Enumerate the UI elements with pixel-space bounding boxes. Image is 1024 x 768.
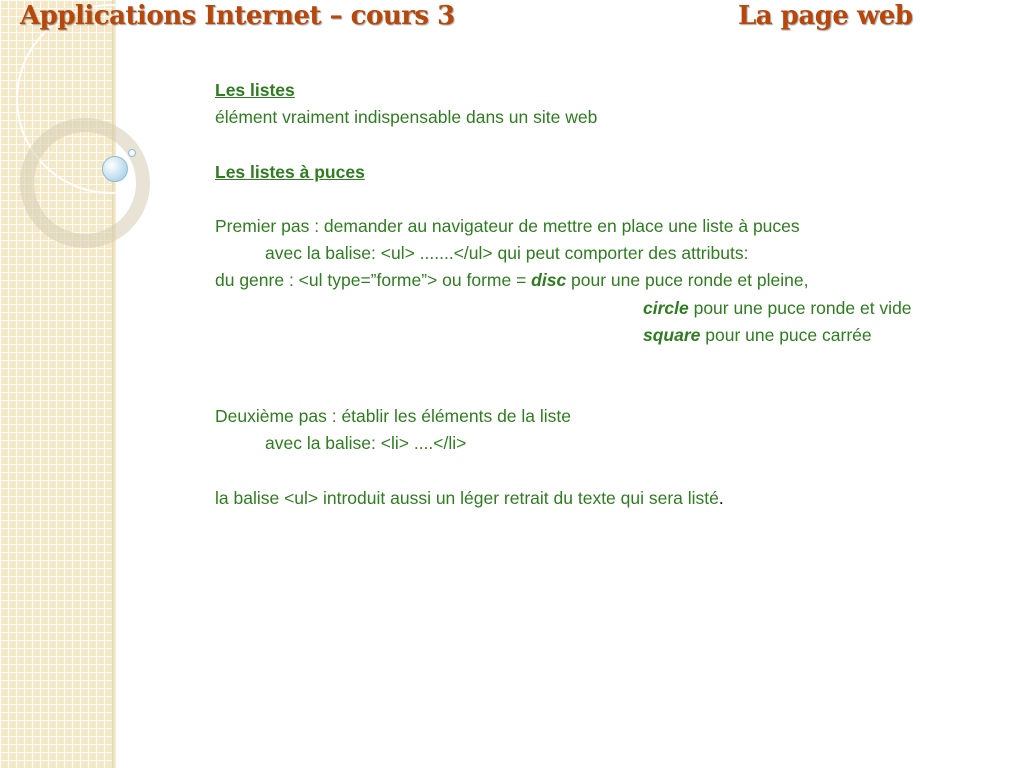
note-text: la balise <ul> introduit aussi un léger retrait du texte qui sera listé: [215, 487, 719, 508]
circle-description: pour une puce ronde et vide: [688, 297, 912, 318]
step-two-tag-text: avec la balise: <li> ....</li>: [265, 433, 467, 454]
step-one-tag-text: avec la balise: <ul> .......</ul> qui peut comporter des attributs:: [265, 243, 749, 264]
decorative-arc-ring: [20, 118, 150, 248]
genre-line: [215, 267, 1005, 294]
circle-keyword: circle: [643, 297, 689, 318]
note-line: [215, 485, 1005, 512]
slide-content: [215, 77, 1005, 512]
square-line: [215, 322, 1005, 349]
decorative-bubble-large: [102, 156, 128, 182]
circle-line: [215, 295, 1005, 322]
disc-description: pour une puce ronde et pleine,: [566, 270, 809, 291]
spacer: [215, 186, 1005, 213]
intro-text: élément vraiment indispensable dans un site web: [215, 107, 598, 128]
square-keyword: square: [643, 324, 701, 345]
spacer: [215, 131, 1005, 158]
note-period: .: [718, 487, 724, 508]
step-two-text: Deuxième pas : établir les éléments de la liste: [215, 406, 572, 427]
heading-les-listes: Les listes: [215, 80, 295, 100]
course-title: Applications Internet – cours 3: [20, 1, 455, 31]
step-one-text: Premier pas : demander au navigateur de mettre en place une liste à puces: [215, 215, 800, 236]
spacer: [215, 349, 1005, 403]
disc-keyword: disc: [531, 270, 567, 291]
heading-listes-a-puces: Les listes à puces: [215, 161, 365, 182]
spacer: [215, 458, 1005, 485]
decorative-bubble-small: [128, 149, 136, 157]
genre-prefix: du genre : <ul type=”forme”> ou forme =: [215, 270, 532, 291]
page-title: La page web: [738, 1, 913, 31]
square-description: pour une puce carrée: [700, 324, 872, 345]
